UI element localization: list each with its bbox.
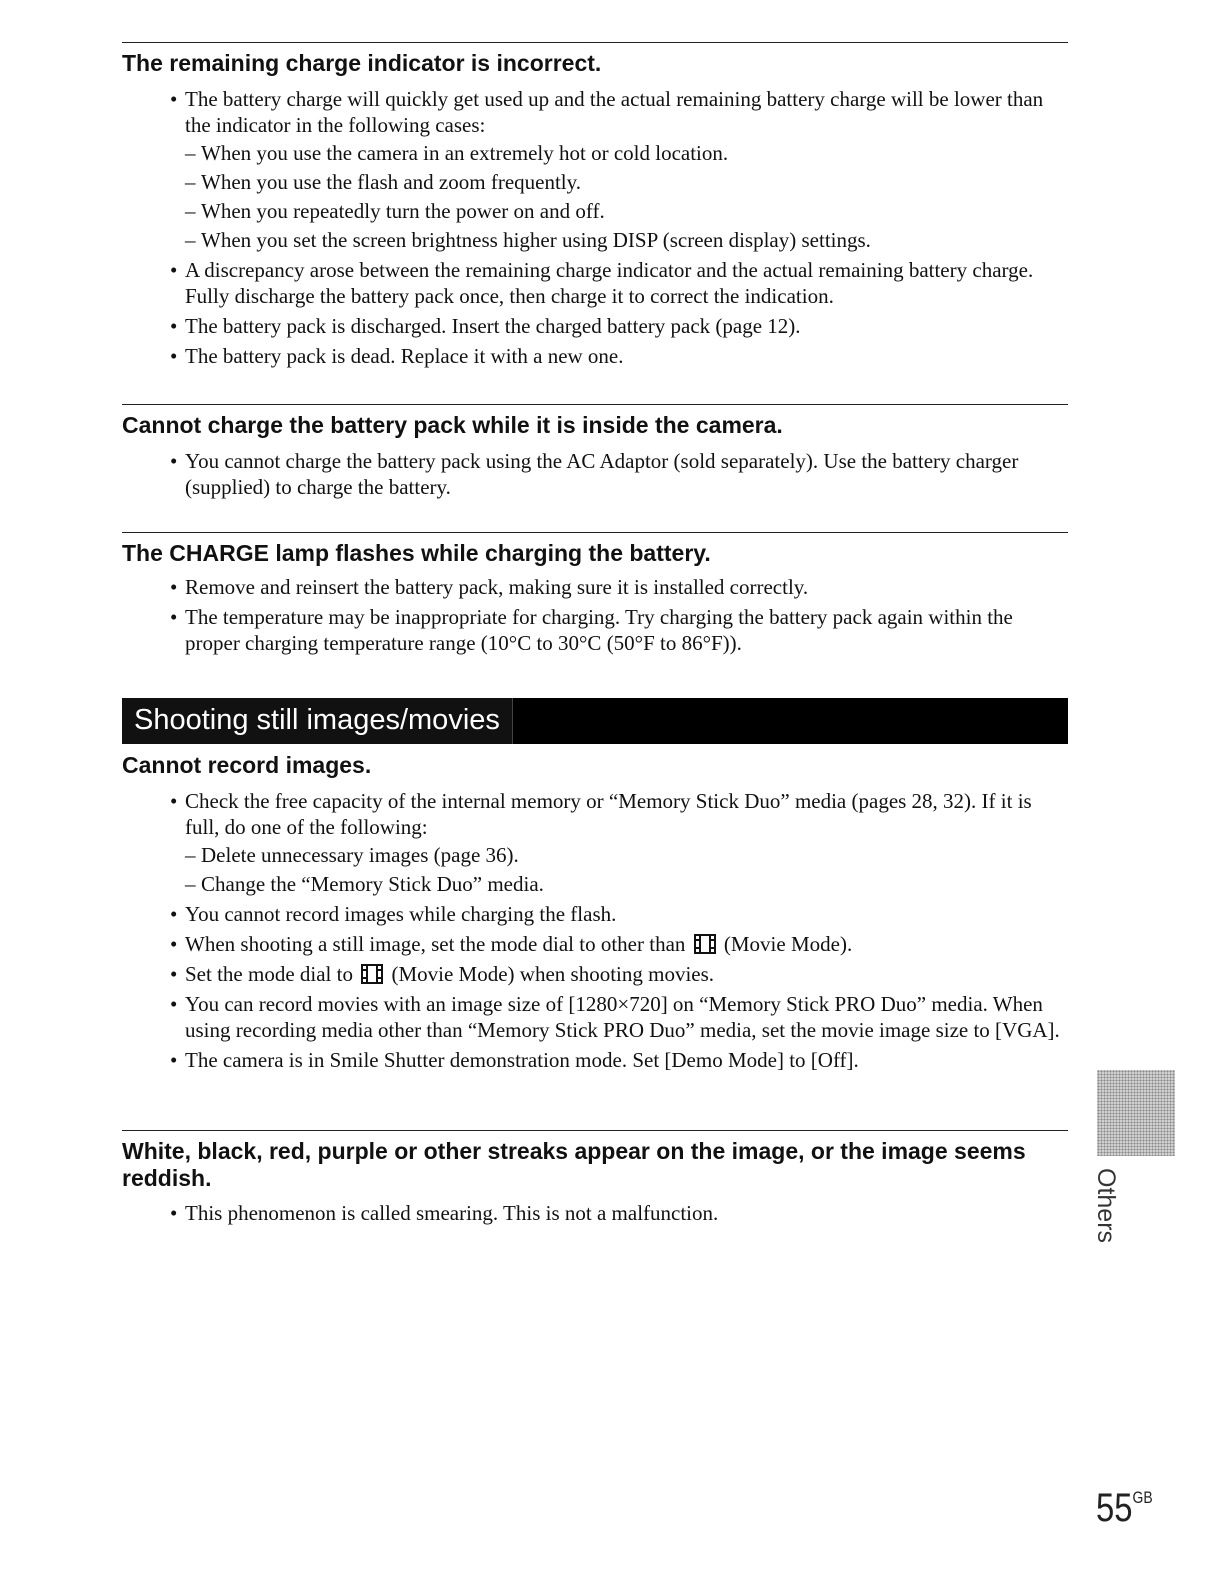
bullet-item: • Remove and reinsert the battery pack, making sure it is installed correctly. xyxy=(170,574,1068,600)
bullet-list xyxy=(170,448,1068,504)
bullet-item: • A discrepancy arose between the remaining charge indicator and the actual remaining battery charge. Fully discharge the battery pack once, then charge it to correct the indication. xyxy=(170,257,1068,309)
sub-item: – When you use the flash and zoom frequently. xyxy=(185,169,1068,195)
chapter-banner xyxy=(122,698,1068,744)
section-heading: The remaining charge indicator is incorrect. xyxy=(122,50,602,76)
sub-list xyxy=(185,140,1068,253)
bullet-item xyxy=(170,86,1068,253)
section-charge-lamp xyxy=(122,532,1068,662)
bullet-item xyxy=(170,931,1068,957)
bullet-text: Set the mode dial to xyxy=(185,962,353,986)
section-rule xyxy=(122,42,1068,43)
bullet-text: When shooting a still image, set the mode dial to other than xyxy=(185,932,686,956)
page-number xyxy=(1096,1478,1153,1528)
chapter-tab-marker xyxy=(1097,1070,1175,1156)
section-cannot-charge xyxy=(122,404,1068,504)
section-remaining-charge xyxy=(122,42,1068,382)
bullet-item: • You cannot record images while charging the flash. xyxy=(170,901,1068,927)
sub-item: – When you repeatedly turn the power on and off. xyxy=(185,198,1068,224)
bullet-item: • You can record movies with an image size of [1280×720] on “Memory Stick PRO Duo” media. When using recording media other than “Memory Stick PRO Duo” media, set the movie image size to [VGA]. xyxy=(170,991,1068,1043)
section-rule xyxy=(122,532,1068,533)
section-cannot-record xyxy=(122,748,1068,1108)
section-heading: White, black, red, purple or other streaks appear on the image, or the image seems reddish. xyxy=(122,1138,1026,1191)
bullet-item xyxy=(170,788,1068,897)
section-rule xyxy=(122,1130,1068,1131)
bullet-list xyxy=(170,86,1068,373)
sub-list xyxy=(185,842,1068,897)
bullet-list xyxy=(170,574,1068,660)
bullet-text: (Movie Mode) when shooting movies. xyxy=(391,962,715,986)
sub-item: – When you set the screen brightness higher using DISP (screen display) settings. xyxy=(185,227,1068,253)
section-streaks xyxy=(122,1130,1068,1250)
section-rule xyxy=(122,404,1068,405)
sub-item: – Delete unnecessary images (page 36). xyxy=(185,842,1068,868)
bullet-text: Check the free capacity of the internal memory or “Memory Stick Duo” media (pages 28, 32). If it is full, do one of the following: xyxy=(185,789,1032,839)
page-number-suffix: GB xyxy=(1132,1488,1153,1507)
bullet-text: The battery charge will quickly get used up and the actual remaining battery charge will be lower than the indicator in the following cases: xyxy=(185,87,1044,137)
bullet-text: (Movie Mode). xyxy=(723,932,853,956)
bullet-item: • The camera is in Smile Shutter demonstration mode. Set [Demo Mode] to [Off]. xyxy=(170,1047,1068,1073)
movie-mode-icon xyxy=(694,934,716,954)
bullet-item xyxy=(170,961,1068,987)
bullet-list xyxy=(170,788,1068,1077)
sub-item: – When you use the camera in an extremely hot or cold location. xyxy=(185,140,1068,166)
sub-item: – Change the “Memory Stick Duo” media. xyxy=(185,871,1068,897)
chapter-tab-label: Others xyxy=(1092,1168,1120,1244)
section-heading: Cannot charge the battery pack while it is inside the camera. xyxy=(122,412,783,438)
bullet-list xyxy=(170,1200,1068,1230)
movie-mode-icon xyxy=(361,964,383,984)
page-number-value: 55 xyxy=(1096,1486,1133,1530)
section-heading: Cannot record images. xyxy=(122,752,372,778)
chapter-title: Shooting still images/movies xyxy=(122,698,513,744)
bullet-item: • The battery pack is discharged. Insert the charged battery pack (page 12). xyxy=(170,313,1068,339)
bullet-item: • This phenomenon is called smearing. This is not a malfunction. xyxy=(170,1200,1068,1226)
bullet-item: • The battery pack is dead. Replace it with a new one. xyxy=(170,343,1068,369)
bullet-item: • The temperature may be inappropriate for charging. Try charging the battery pack again within the proper charging temperature range (10°C to 30°C (50°F to 86°F)). xyxy=(170,604,1068,656)
bullet-item: • You cannot charge the battery pack using the AC Adaptor (sold separately). Use the battery charger (supplied) to charge the battery. xyxy=(170,448,1068,500)
section-heading: The CHARGE lamp flashes while charging the battery. xyxy=(122,540,711,566)
